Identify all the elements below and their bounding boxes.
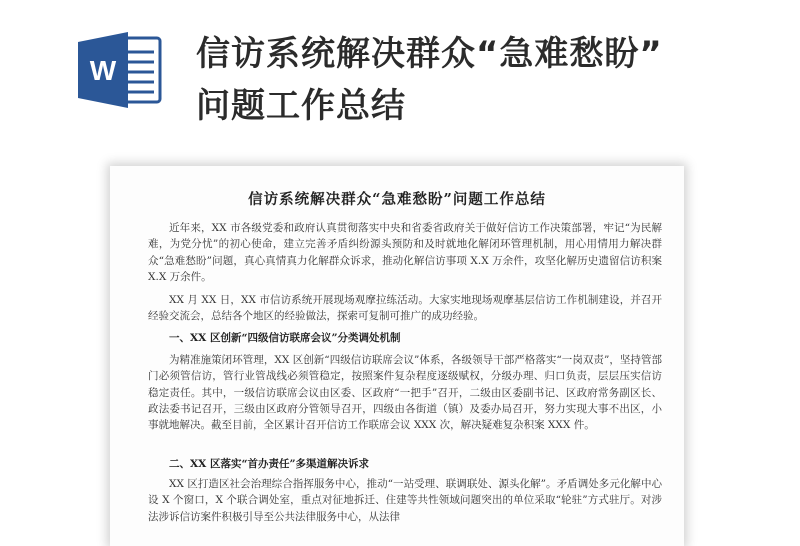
header xyxy=(0,0,800,160)
paragraph-activity: XX 月 XX 日，XX 市信访系统开展现场观摩拉练活动。大家实地现场观摩基层信访工作机制建设，并召开经验交流会，总结各个地区的经验做法，探索可复制可推广的成功经验。 xyxy=(148,294,662,323)
document-title: 信访系统解决群众“急难愁盼”问题工作总结 xyxy=(248,191,546,208)
word-icon-letter: W xyxy=(89,55,117,86)
section-heading-2: 二、XX 区落实“首办责任”多渠道解决诉求 xyxy=(169,458,370,470)
document-page xyxy=(110,166,684,546)
section-heading-1: 一、XX 区创新“四级信访联席会议”分类调处机制 xyxy=(169,332,401,344)
paragraph-section-2: XX 区打造区社会治理综合指挥服务中心，推动“一站受理、联调联处、源头化解”。矛盾调处多元化解中心设 X 个窗口，X 个联合调处室，重点对征地拆迁、住建等共性领域问题突出的单位采取“轮驻”方式驻厅。对涉法涉诉信访案件积极引导至公共法律服务中心，从法律 xyxy=(148,478,662,523)
title-line-2: 问题工作总结 xyxy=(196,86,406,126)
paragraph-section-1: 为精准施策闭环管理，XX 区创新“四级信访联席会议”体系，各级领导干部严格落实“一岗双责”，坚持管部门必须管信访，管行业管战线必须管稳定，按照案件复杂程度逐级赋权，分级办理、归口负责，层层压实信访稳定责任。其中，一级信访联席会议由区委、区政府“一把手”召开，二级由区委副书记、区政府常务副区长、政法委书记召开，三级由区政府分管领导召开，四级由各街道（镇）及委办局召开，努力实现大事不出区，小事就地解决。截至目前，全区累计召开信访工作联席会议 XXX 次，解决疑难复杂积案 XXX 件。 xyxy=(148,354,662,432)
title-line-1: 信访系统解决群众“急难愁盼” xyxy=(196,34,663,74)
word-icon xyxy=(78,32,164,108)
page-title xyxy=(196,28,776,132)
paragraph-intro: 近年来，XX 市各级党委和政府认真贯彻落实中央和省委省政府关于做好信访工作决策部署，牢记“为民解难，为党分忧”的初心使命，建立完善矛盾纠纷源头预防和及时就地化解闭环管理机制，用心用情用力解决群众“急难愁盼”问题，真心真情真力化解群众诉求，推动化解信访事项 X.X 万余件，攻坚化解历史遗留信访积案 X.X 万余件。 xyxy=(148,222,662,283)
